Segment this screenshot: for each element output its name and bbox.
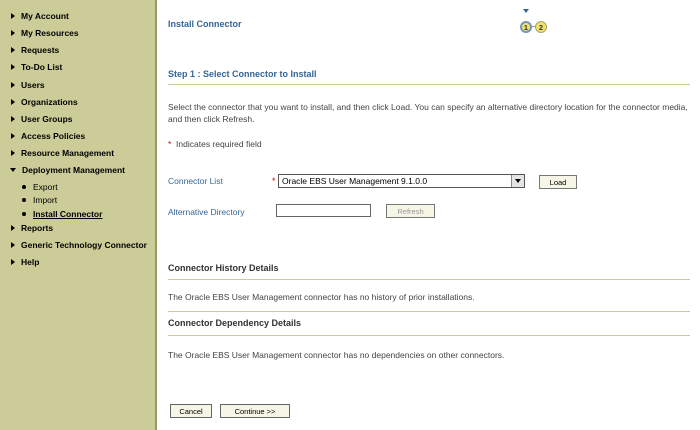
connector-history-text: The Oracle EBS User Management connector has no history of prior installations.: [168, 292, 475, 302]
sidebar-subitem-label: Import: [33, 194, 58, 205]
chevron-right-icon: [11, 225, 15, 231]
sidebar-item-label: Users: [21, 80, 45, 90]
sidebar-item-users[interactable]: [0, 78, 45, 92]
sidebar-item-todo-list[interactable]: [0, 60, 62, 74]
alternative-directory-input[interactable]: [276, 204, 371, 217]
required-note-text: Indicates required field: [176, 139, 262, 149]
sidebar-item-label: Requests: [21, 45, 60, 55]
chevron-right-icon: [11, 47, 15, 53]
sidebar-subitem-label: Install Connector: [33, 208, 103, 219]
sidebar-subitem-label: Export: [33, 181, 58, 192]
sidebar-item-user-groups[interactable]: [0, 112, 73, 126]
connector-list-label: Connector List: [168, 176, 223, 186]
sidebar-item-resource-management[interactable]: [0, 146, 114, 160]
required-note: [168, 138, 262, 150]
alternative-directory-label: Alternative Directory: [168, 207, 245, 217]
sidebar-item-reports[interactable]: [0, 221, 53, 235]
required-marker: *: [168, 139, 172, 149]
bullet-icon: [22, 212, 26, 216]
chevron-right-icon: [11, 259, 15, 265]
page-title: Install Connector: [168, 19, 242, 29]
refresh-button[interactable]: Refresh: [386, 204, 435, 218]
train-step-2[interactable]: 2: [535, 21, 547, 33]
chevron-right-icon: [11, 99, 15, 105]
sidebar-item-my-account[interactable]: [0, 9, 69, 23]
sidebar-item-label: User Groups: [21, 114, 73, 124]
step-train: [519, 9, 559, 35]
sidebar-item-label: Generic Technology Connector: [21, 240, 147, 250]
sidebar-item-label: Resource Management: [21, 148, 115, 158]
sidebar-item-label: My Resources: [21, 28, 79, 38]
chevron-down-icon: [10, 168, 16, 172]
sidebar: [0, 0, 157, 430]
sidebar-item-label: Access Policies: [21, 131, 86, 141]
sidebar-item-my-resources[interactable]: [0, 26, 79, 40]
sidebar-item-label: My Account: [21, 11, 69, 21]
sidebar-item-label: Help: [21, 257, 40, 267]
sidebar-item-label: Reports: [21, 223, 54, 233]
connector-list-value: Oracle EBS User Management 9.1.0.0: [282, 176, 428, 186]
sidebar-item-deployment-management[interactable]: [0, 163, 125, 177]
train-step-1[interactable]: 1: [520, 21, 532, 33]
sidebar-item-label: Deployment Management: [22, 165, 125, 175]
chevron-right-icon: [11, 30, 15, 36]
chevron-right-icon: [11, 133, 15, 139]
instructions-text: Select the connector that you want to install, and then click Load. You can specify an alternative directory location for the connector media, and then click Refresh.: [168, 102, 688, 124]
main-content: [159, 0, 700, 430]
sidebar-subitem-install-connector[interactable]: [22, 207, 102, 220]
step-heading: Step 1 : Select Connector to Install: [168, 69, 317, 79]
sidebar-item-label: Organizations: [21, 97, 78, 107]
sidebar-item-requests[interactable]: [0, 43, 59, 57]
dropdown-arrow-icon[interactable]: [511, 175, 524, 187]
connector-history-heading: Connector History Details: [168, 263, 279, 273]
sidebar-item-generic-technology-connector[interactable]: [0, 238, 147, 252]
required-marker: *: [272, 176, 276, 186]
chevron-right-icon: [11, 116, 15, 122]
chevron-right-icon: [11, 64, 15, 70]
sidebar-item-access-policies[interactable]: [0, 129, 85, 143]
connector-dependency-heading: Connector Dependency Details: [168, 318, 302, 328]
continue-button[interactable]: Continue >>: [220, 404, 290, 418]
sidebar-item-label: To-Do List: [21, 62, 63, 72]
cancel-button[interactable]: Cancel: [170, 404, 212, 418]
divider: [168, 279, 690, 280]
load-button[interactable]: Load: [539, 175, 577, 189]
bullet-icon: [22, 198, 26, 202]
chevron-right-icon: [11, 242, 15, 248]
divider: [168, 311, 690, 312]
bullet-icon: [22, 185, 26, 189]
divider: [168, 84, 690, 85]
connector-dependency-text: The Oracle EBS User Management connector has no dependencies on other connectors.: [168, 350, 505, 360]
chevron-right-icon: [11, 82, 15, 88]
sidebar-subitem-export[interactable]: [22, 180, 58, 193]
current-step-arrow-icon: [523, 9, 529, 13]
chevron-right-icon: [11, 150, 15, 156]
sidebar-item-help[interactable]: [0, 255, 39, 269]
sidebar-item-organizations[interactable]: [0, 95, 78, 109]
chevron-right-icon: [11, 13, 15, 19]
divider: [168, 335, 690, 336]
connector-list-select[interactable]: [278, 174, 525, 188]
sidebar-subitem-import[interactable]: [22, 193, 57, 206]
